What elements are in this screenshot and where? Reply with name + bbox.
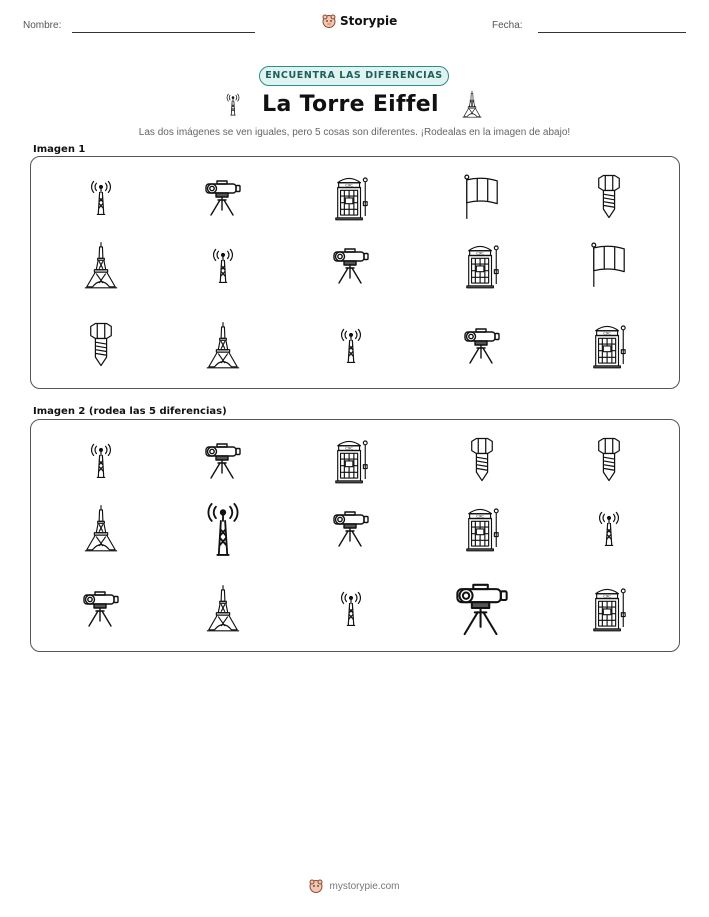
antenna-icon [340,326,362,364]
date-line[interactable] [538,32,686,33]
phone-booth-icon [332,173,370,221]
antenna-icon[interactable] [90,441,112,479]
antenna-icon[interactable] [206,498,240,558]
eiffel-tower-icon [461,90,483,118]
footer [0,879,709,893]
bolt-icon[interactable] [595,437,623,483]
bolt-icon[interactable] [468,437,496,483]
eiffel-tower-icon [82,241,120,289]
theodolite-icon[interactable] [331,508,371,548]
eiffel-tower-icon[interactable] [82,504,120,552]
name-label: Nombre: [23,20,62,31]
bolt-icon [87,322,115,368]
storypie-logo-icon [309,879,323,893]
theodolite-icon [462,325,502,365]
brand-logo [322,14,397,28]
theodolite-icon [203,177,243,217]
eiffel-tower-icon [204,321,242,369]
page-title: La Torre Eiffel [262,91,439,117]
brand-name: Storypie [340,14,398,28]
storypie-logo-icon [322,14,336,28]
image2-panel[interactable] [30,419,680,652]
eiffel-tower-icon[interactable] [204,584,242,632]
theodolite-icon[interactable] [453,579,511,637]
antenna-icon[interactable] [598,509,620,547]
phone-booth-icon[interactable] [463,504,501,552]
phone-booth-icon[interactable] [332,436,370,484]
image2-label: Imagen 2 (rodea las 5 diferencias) [33,406,227,417]
flag-icon [463,174,501,220]
theodolite-icon[interactable] [81,588,121,628]
activity-badge: ENCUENTRA LAS DIFERENCIAS [259,66,449,86]
antenna-icon [90,178,112,216]
phone-booth-icon[interactable] [590,584,628,632]
image1-label: Imagen 1 [33,144,86,155]
antenna-icon[interactable] [340,589,362,627]
phone-booth-icon [590,321,628,369]
footer-url: mystorypie.com [329,880,400,892]
image1-panel [30,156,680,389]
date-label: Fecha: [492,20,523,31]
title-row [0,90,709,118]
theodolite-icon [331,245,371,285]
flag-icon [590,242,628,288]
instructions: Las dos imágenes se ven iguales, pero 5 cosas son diferentes. ¡Rodealas en la imagen de abajo! [138,127,571,138]
bolt-icon [595,174,623,220]
theodolite-icon[interactable] [203,440,243,480]
name-line[interactable] [72,32,255,33]
antenna-icon [226,92,240,116]
antenna-icon [212,246,234,284]
phone-booth-icon [463,241,501,289]
